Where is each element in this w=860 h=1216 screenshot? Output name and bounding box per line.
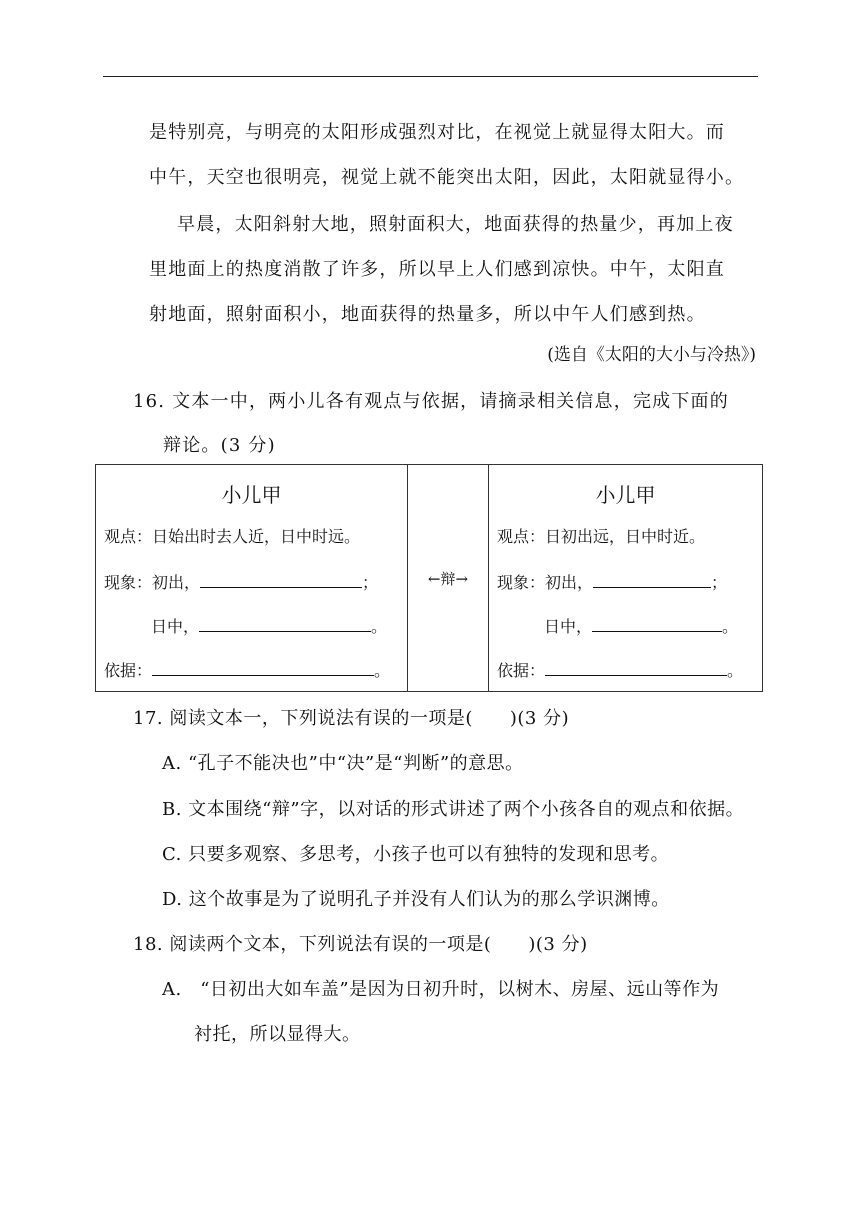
passage-line-5: 射地面，照射面积小，地面获得的热量多，所以中午人们感到热。 xyxy=(149,304,706,325)
right-phenomenon-blank[interactable] xyxy=(593,569,711,588)
right-basis-label: 依据： xyxy=(497,661,546,680)
q16-stem-line-1: 16. 文本一中，两小儿各有观点与依据，请摘录相关信息，完成下面的 xyxy=(133,391,729,412)
passage-line-2: 中午，天空也很明亮，视觉上就不能突出太阳，因此，太阳就显得小。 xyxy=(149,167,745,188)
left-phenomenon-label: 现象：初出， xyxy=(104,573,201,592)
left-basis-label: 依据： xyxy=(104,661,153,680)
left-noon-end: 。 xyxy=(371,617,388,636)
header-rule xyxy=(103,76,758,77)
left-noon-blank[interactable] xyxy=(199,613,371,632)
q17-option-b[interactable]: B. 文本围绕“辩”字，以对话的形式讲述了两个小孩各自的观点和依据。 xyxy=(162,799,745,820)
right-basis-row xyxy=(497,657,743,681)
right-basis-blank[interactable] xyxy=(545,657,727,676)
q17-option-c[interactable]: C. 只要多观察、多思考，小孩子也可以有独特的发现和思考。 xyxy=(162,844,670,865)
left-viewpoint: 观点：日始出时去人近，日中时远。 xyxy=(104,527,361,546)
right-noon-row xyxy=(544,613,738,637)
q17-option-d[interactable]: D. 这个故事是为了说明孔子并没有人们认为的那么学识渊博。 xyxy=(162,889,670,910)
q16-stem-line-2: 辩论。(3 分) xyxy=(163,435,276,456)
passage-source: (选自《太阳的大小与冷热》) xyxy=(547,345,756,365)
passage-line-1: 是特别亮，与明亮的太阳形成强烈对比，在视觉上就显得太阳大。而 xyxy=(149,122,725,143)
passage-line-3: 早晨，太阳斜射大地，照射面积大，地面获得的热量少，再加上夜 xyxy=(177,214,734,235)
left-phenomenon-end: ； xyxy=(362,573,379,592)
debate-arrow-cell xyxy=(408,465,489,692)
right-cell xyxy=(489,465,763,692)
right-phenomenon-label: 现象：初出， xyxy=(497,573,594,592)
q17-option-a[interactable]: A. “孔子不能决也”中“决”是“判断”的意思。 xyxy=(162,753,524,774)
left-noon-label: 日中， xyxy=(151,617,200,636)
left-noon-row xyxy=(151,613,387,637)
left-basis-end: 。 xyxy=(374,661,391,680)
debate-arrow-label: ←辩→ xyxy=(427,569,469,588)
left-basis-blank[interactable] xyxy=(152,657,374,676)
right-viewpoint: 观点：日初出远，日中时近。 xyxy=(497,527,706,546)
right-phenomenon-row xyxy=(497,569,727,593)
left-basis-row xyxy=(104,657,390,681)
right-basis-end: 。 xyxy=(727,661,744,680)
left-title: 小儿甲 xyxy=(221,483,282,507)
passage-line-4: 里地面上的热度消散了许多，所以早上人们感到凉快。中午，太阳直 xyxy=(149,259,725,280)
left-cell xyxy=(96,465,408,692)
right-noon-blank[interactable] xyxy=(592,613,722,632)
left-phenomenon-blank[interactable] xyxy=(200,569,362,588)
debate-table xyxy=(95,464,763,692)
q18-option-a-line-1[interactable]: A. “日初出大如车盖”是因为日初升时，以树木、房屋、远山等作为 xyxy=(162,979,720,1000)
right-noon-label: 日中， xyxy=(544,617,593,636)
q18-stem: 18. 阅读两个文本，下列说法有误的一项是( )(3 分) xyxy=(133,934,588,955)
right-noon-end: 。 xyxy=(722,617,739,636)
right-phenomenon-end: ； xyxy=(711,573,728,592)
q17-stem: 17. 阅读文本一，下列说法有误的一项是( )(3 分) xyxy=(133,708,570,729)
right-title: 小儿甲 xyxy=(595,483,656,507)
q18-option-a-line-2: 衬托，所以显得大。 xyxy=(194,1024,361,1045)
left-phenomenon-row xyxy=(104,569,378,593)
